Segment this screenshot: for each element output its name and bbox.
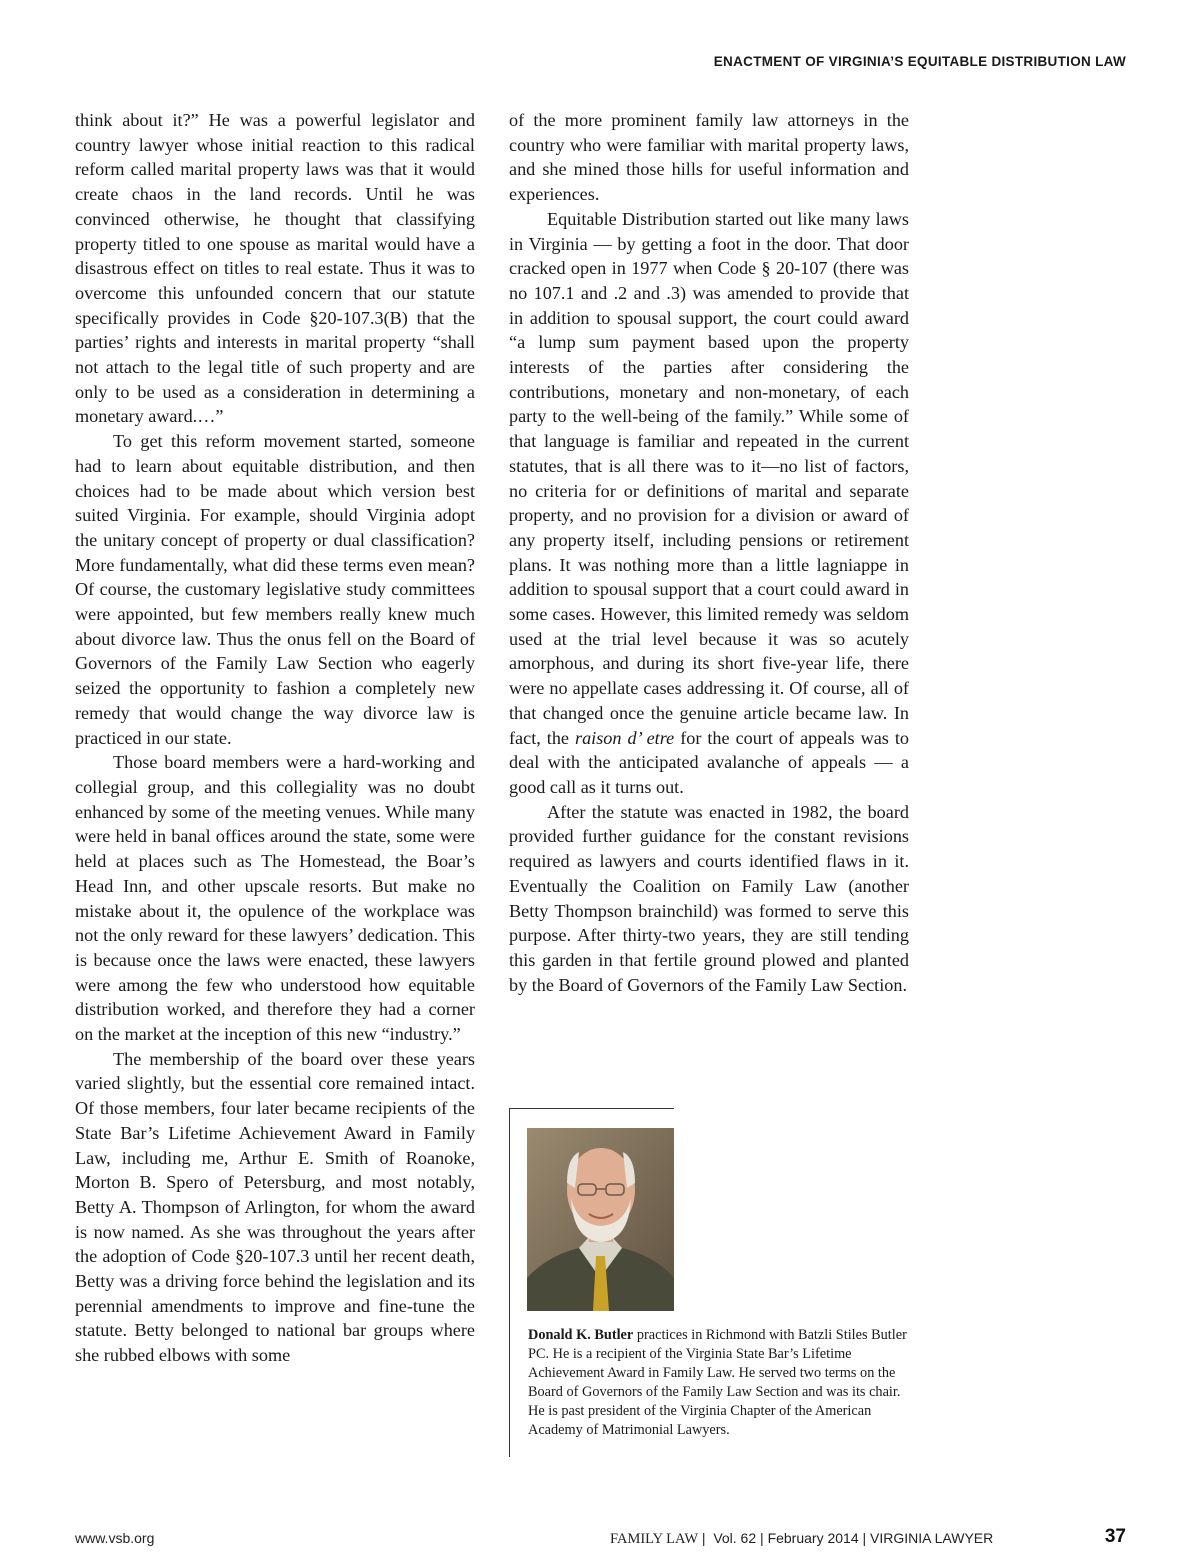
footer-volume: Vol. 62: [713, 1530, 757, 1546]
running-head: ENACTMENT OF VIRGINIA’S EQUITABLE DISTRIBUTION LAW: [713, 54, 1126, 69]
author-name: Donald K. Butler: [528, 1327, 634, 1343]
footer-separator: |: [760, 1530, 764, 1546]
paragraph-text: Equitable Distribution started out like many laws in Virginia — by getting a foot in the door. That door cracked open in 1977 when Code § 20-107 (there was no 107.1 and .2 and .3) was amended to provide that in addition to spousal support, the court could award “a lump sum payment based upon the property interests of the parties after considering the contributions, monetary and non-monetary, of each party to the well-being of the family.” While some of that language is familiar and repeated in the current statutes, that is all there was to it—no list of factors, no criteria for or definitions of marital and separate property, and no provision for a division or award of any property itself, including pensions or retirement plans. It was nothing more than a little lagniappe in addition to spousal support that a court could award in some cases. However, this limited remedy was seldom used at the trial level because it was so acutely amorphous, and during its short five-year life, there were no appellate cases addressing it. Of course, all of that changed once the genuine article became law. In fact, the: [509, 208, 909, 748]
footer-date: February 2014: [767, 1530, 859, 1546]
footer-separator: |: [701, 1530, 706, 1546]
paragraph: Those board members were a hard-working and collegial group, and this collegiality was no doubt enhanced by some of the meeting venues. While many were held in banal offices around the state, some were held at places such as The Homestead, the Boar’s Head Inn, and other upscale resorts. But make no mistake about it, the opulence of the workplace was not the only reward for these lawyers’ dedication. This is because once the laws were enacted, these lawyers were among the few who understood how equitable distribution worked, and therefore they had a corner on the market at the inception of this new “industry.”: [75, 752, 475, 1045]
paragraph: The membership of the board over these years varied slightly, but the essential core remained intact. Of those members, four later became recipients of the State Bar’s Lifetime Achievement Award in Family Law, including me, Arthur E. Smith of Roanoke, Morton B. Spero of Petersburg, and most notably, Betty A. Thompson of Arlington, for whom the award is now named. As she was throughout the years after the adoption of Code §20-107.3 until her recent death, Betty was a driving force behind the legislation and its perennial amendments to improve and fine-tune the statute. Betty belonged to national bar groups where she rubbed elbows with some: [75, 1048, 475, 1366]
left-column: [75, 108, 475, 1368]
author-bio-text: practices in Richmond with Batzli Stiles Butler PC. He is a recipient of the Virginia State Bar’s Lifetime Achievement Award in Family Law. He served two terms on the Board of Governors of the Family Law Section and was its chair. He is past president of the Virginia Chapter of the American Academy of Matrimonial Lawyers.: [528, 1327, 907, 1439]
footer-publication-info: [610, 1530, 993, 1548]
paragraph: think about it?” He was a powerful legislator and country lawyer whose initial reaction to this radical reform called marital property laws was that it would create chaos in the land records. Until he was convinced otherwise, he thought that classifying property titled to one spouse as marital would have a disastrous effect on titles to real estate. Thus it was to overcome this unfounded concern that our statute specifically provides in Code §20-107.3(B) that the parties’ rights and interests in marital property “shall not attach to the legal title of such property and are only to be used as a consideration in determining a monetary award.…”: [75, 110, 475, 427]
footer-publication: VIRGINIA LAWYER: [870, 1530, 994, 1546]
footer-section: FAMILY LAW: [610, 1531, 698, 1547]
paragraph: After the statute was enacted in 1982, the board provided further guidance for the constant revisions required as lawyers and courts identified flaws in it. Eventually the Coalition on Family Law (another Betty Thompson brainchild) was formed to serve this purpose. After thirty-two years, they are still tending this garden in that fertile ground plowed and planted by the Board of Governors of the Family Law Section.: [509, 801, 909, 995]
footer-separator: |: [862, 1530, 867, 1546]
paragraph: of the more prominent family law attorneys in the country who were familiar with marital property laws, and she mined those hills for useful information and experiences.: [509, 110, 909, 205]
italic-phrase: raison d’ etre: [575, 727, 675, 748]
paragraph-text: for the court of appeals was to deal with the anticipated avalanche of appeals — a good call as it turns out.: [509, 727, 909, 797]
paragraph: To get this reform movement started, someone had to learn about equitable distribution, and then choices had to be made about which version best suited Virginia. For example, should Virginia adopt the unitary concept of property or dual classification? More fundamentally, what did these terms even mean? Of course, the customary legislative study committees were appointed, but few members really knew much about divorce law. Thus the onus fell on the Board of Governors of the Family Law Section who eagerly seized the opportunity to fashion a completely new remedy that would change the way divorce law is practiced in our state.: [75, 431, 475, 748]
footer-url[interactable]: www.vsb.org: [75, 1530, 155, 1546]
paragraph: [509, 207, 909, 800]
right-column: [509, 108, 909, 997]
author-photo: [527, 1128, 674, 1311]
page-number: 37: [1104, 1526, 1126, 1547]
author-bio: [528, 1326, 920, 1441]
